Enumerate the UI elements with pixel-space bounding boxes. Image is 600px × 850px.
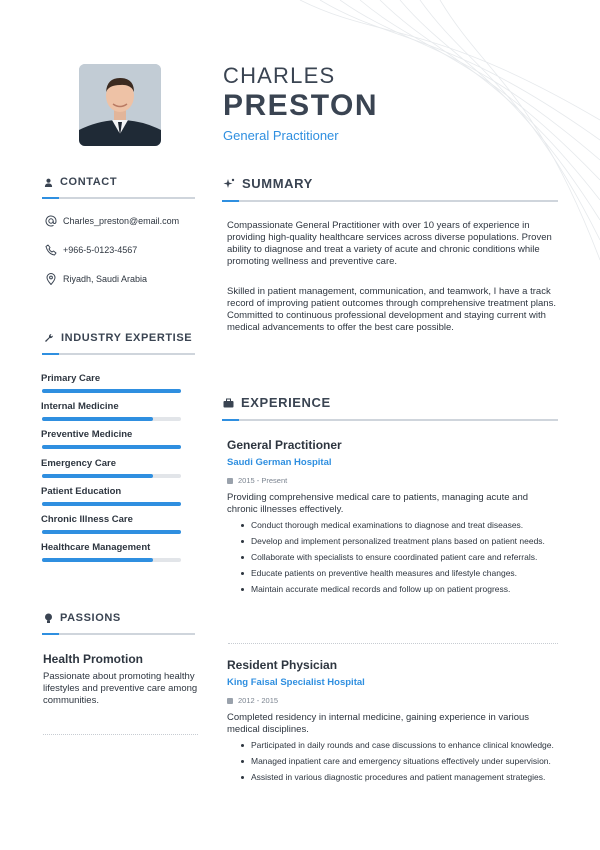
job-bullets-1 <box>240 520 555 600</box>
passion-separator <box>43 734 198 735</box>
skill-name: Internal Medicine <box>41 401 119 413</box>
summary-heading: SUMMARY <box>223 176 313 191</box>
skill-level-fill <box>42 389 181 393</box>
experience-divider <box>222 419 558 421</box>
contact-phone[interactable]: +966-5-0123-4567 <box>45 244 137 256</box>
skill-name: Patient Education <box>41 485 122 497</box>
skill-level-fill <box>42 417 153 421</box>
job-description-1: Providing comprehensive medical care to patients, managing acute and chronic illnesses effectively. <box>227 492 529 515</box>
skill-level-bar <box>42 389 181 393</box>
summary-divider <box>222 200 558 202</box>
job-separator <box>228 643 558 644</box>
sparkle-icon <box>223 178 235 190</box>
last-name: PRESTON <box>223 89 378 122</box>
skill-level-fill <box>42 530 181 534</box>
job-bullets-2 <box>240 740 555 788</box>
passions-divider <box>42 633 195 635</box>
skill-level-fill <box>42 558 153 562</box>
skill-name: Emergency Care <box>41 457 116 469</box>
job-dates-2: 2012 - 2015 <box>227 696 278 705</box>
company-2: King Faisal Specialist Hospital <box>227 677 365 688</box>
job-dates-1: 2015 - Present <box>227 476 287 485</box>
experience-heading: EXPERIENCE <box>223 395 331 410</box>
job-description-2: Completed residency in internal medicine, gaining experience in various medical disciplines. <box>227 712 530 735</box>
skill-level-bar <box>42 558 181 562</box>
wrench-icon <box>44 333 54 343</box>
skill-level-bar <box>42 530 181 534</box>
profile-photo <box>79 64 161 146</box>
skill-name: Chronic Illness Care <box>41 514 133 525</box>
skill-level-fill <box>42 502 181 506</box>
company-1: Saudi German Hospital <box>227 457 332 468</box>
lightbulb-icon <box>44 613 53 624</box>
person-icon <box>44 178 53 187</box>
skill-name: Preventive Medicine <box>41 429 133 441</box>
summary-paragraph-1: Compassionate General Practitioner with over 10 years of experience in providing high-quality healthcare services across diverse populations. Proven ability to diagnose and treat a variety of acute and chronic conditions while promoting wellness and preventive care. <box>227 220 552 267</box>
job-title-2: Resident Physician <box>227 658 338 672</box>
contact-location: Riyadh, Saudi Arabia <box>45 273 147 285</box>
list-item: Develop and implement personalized treatment plans based on patient needs. <box>240 536 555 547</box>
summary-paragraph-2: Skilled in patient management, communication, and teamwork, I have a track record of improving patient outcomes through comprehensive treatment plans. Committed to continuous professional development and staying current with medical advancements to offer the best care possible. <box>227 286 556 333</box>
skill-level-bar <box>42 417 181 421</box>
calendar-icon <box>227 698 233 704</box>
list-item: Educate patients on preventive health measures and lifestyle changes. <box>240 568 555 579</box>
briefcase-icon <box>223 398 234 408</box>
location-pin-icon <box>45 273 57 285</box>
at-icon <box>45 215 57 227</box>
passion-title: Health Promotion <box>43 652 144 666</box>
list-item: Maintain accurate medical records and follow up on patient progress. <box>240 584 555 595</box>
calendar-icon <box>227 478 233 484</box>
skill-level-bar <box>42 502 181 506</box>
job-title: General Practitioner <box>223 128 339 143</box>
contact-divider <box>42 197 195 199</box>
skill-level-bar <box>42 474 181 478</box>
contact-heading: CONTACT <box>44 176 117 188</box>
list-item: Collaborate with specialists to ensure coordinated patient care and referrals. <box>240 552 555 563</box>
passion-description: Passionate about promoting healthy lifestyles and preventive care among communities. <box>43 671 198 706</box>
skill-level-fill <box>42 445 181 449</box>
contact-email[interactable]: Charles_preston@email.com <box>45 215 179 227</box>
first-name: CHARLES <box>223 63 336 88</box>
skill-name: Primary Care <box>41 373 101 384</box>
job-title-1: General Practitioner <box>227 438 342 452</box>
skill-name: Healthcare Management <box>41 542 151 554</box>
list-item: Conduct thorough medical examinations to diagnose and treat diseases. <box>240 520 555 531</box>
list-item: Participated in daily rounds and case discussions to enhance clinical knowledge. <box>240 740 555 751</box>
skill-level-fill <box>42 474 153 478</box>
expertise-heading: INDUSTRY EXPERTISE <box>44 332 192 344</box>
list-item: Assisted in various diagnostic procedures and patient management strategies. <box>240 772 555 783</box>
skill-level-bar <box>42 445 181 449</box>
phone-icon <box>45 244 57 256</box>
list-item: Managed inpatient care and emergency situations effectively under supervision. <box>240 756 555 767</box>
expertise-divider <box>42 353 195 355</box>
passions-heading: PASSIONS <box>44 612 121 624</box>
